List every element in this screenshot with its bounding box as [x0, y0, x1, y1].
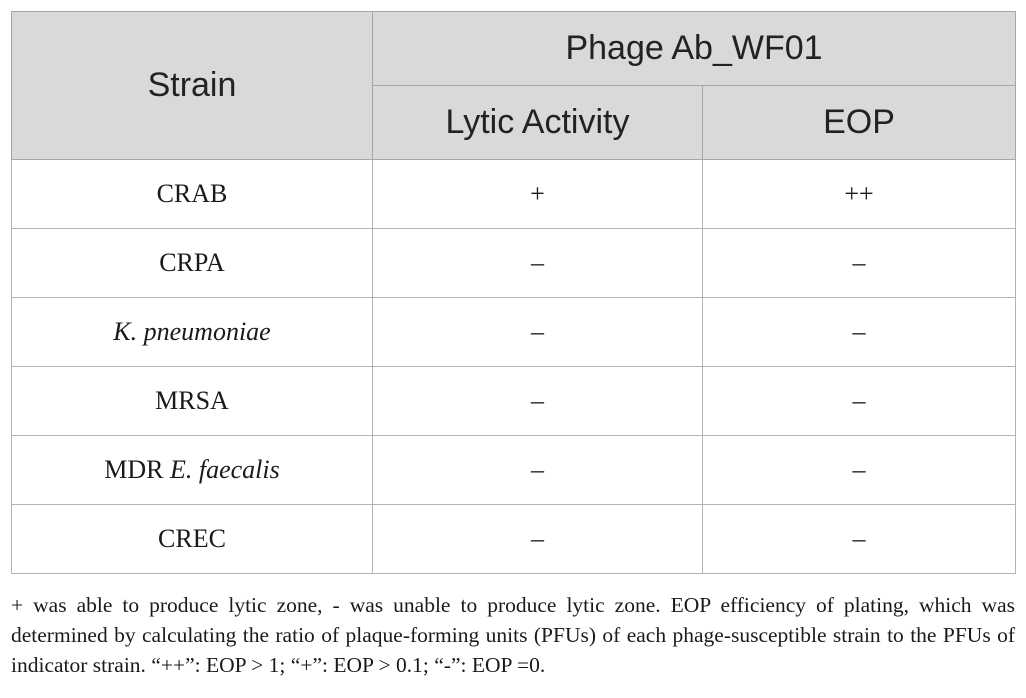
lytic-cell: –	[373, 505, 703, 574]
strain-cell	[12, 229, 373, 298]
eop-cell: –	[703, 436, 1016, 505]
table-row	[12, 160, 1016, 229]
table-row	[12, 298, 1016, 367]
header-strain: Strain	[12, 12, 373, 160]
table-row	[12, 229, 1016, 298]
strain-plain: MRSA	[155, 386, 229, 415]
strain-plain: CRPA	[159, 248, 225, 277]
table-row	[12, 505, 1016, 574]
eop-cell: –	[703, 298, 1016, 367]
strain-cell	[12, 505, 373, 574]
eop-cell: –	[703, 229, 1016, 298]
header-phage-group: Phage Ab_WF01	[373, 12, 1016, 86]
table-row	[12, 367, 1016, 436]
eop-cell: –	[703, 505, 1016, 574]
strain-plain: CREC	[158, 524, 226, 553]
lytic-cell: –	[373, 298, 703, 367]
table-body	[12, 160, 1016, 574]
results-table	[11, 11, 1016, 574]
table-header	[12, 12, 1016, 160]
strain-italic: E. faecalis	[169, 455, 280, 484]
strain-cell	[12, 436, 373, 505]
eop-cell: –	[703, 367, 1016, 436]
strain-italic: K. pneumoniae	[113, 317, 271, 346]
lytic-cell: +	[373, 160, 703, 229]
lytic-cell: –	[373, 436, 703, 505]
strain-cell	[12, 160, 373, 229]
header-eop: EOP	[703, 86, 1016, 160]
strain-cell	[12, 367, 373, 436]
lytic-cell: –	[373, 367, 703, 436]
table-footnote	[11, 590, 1015, 680]
table-row	[12, 436, 1016, 505]
header-row-top	[12, 12, 1016, 86]
eop-cell: ++	[703, 160, 1016, 229]
lytic-cell: –	[373, 229, 703, 298]
strain-prefix: MDR	[104, 455, 170, 484]
strain-plain: CRAB	[156, 179, 228, 208]
results-table-container	[11, 11, 1015, 574]
footnote-text: + was able to produce lytic zone, - was unable to produce lytic zone. EOP efficiency of plating, which was determined by calculating the ratio of plaque-forming units (PFUs) of each phage-susceptible strain to the PFUs of indicator strain. “++”: EOP > 1; “+”: EOP > 0.1; “-”: EOP =0.	[11, 593, 1015, 677]
strain-cell	[12, 298, 373, 367]
header-lytic-activity: Lytic Activity	[373, 86, 703, 160]
